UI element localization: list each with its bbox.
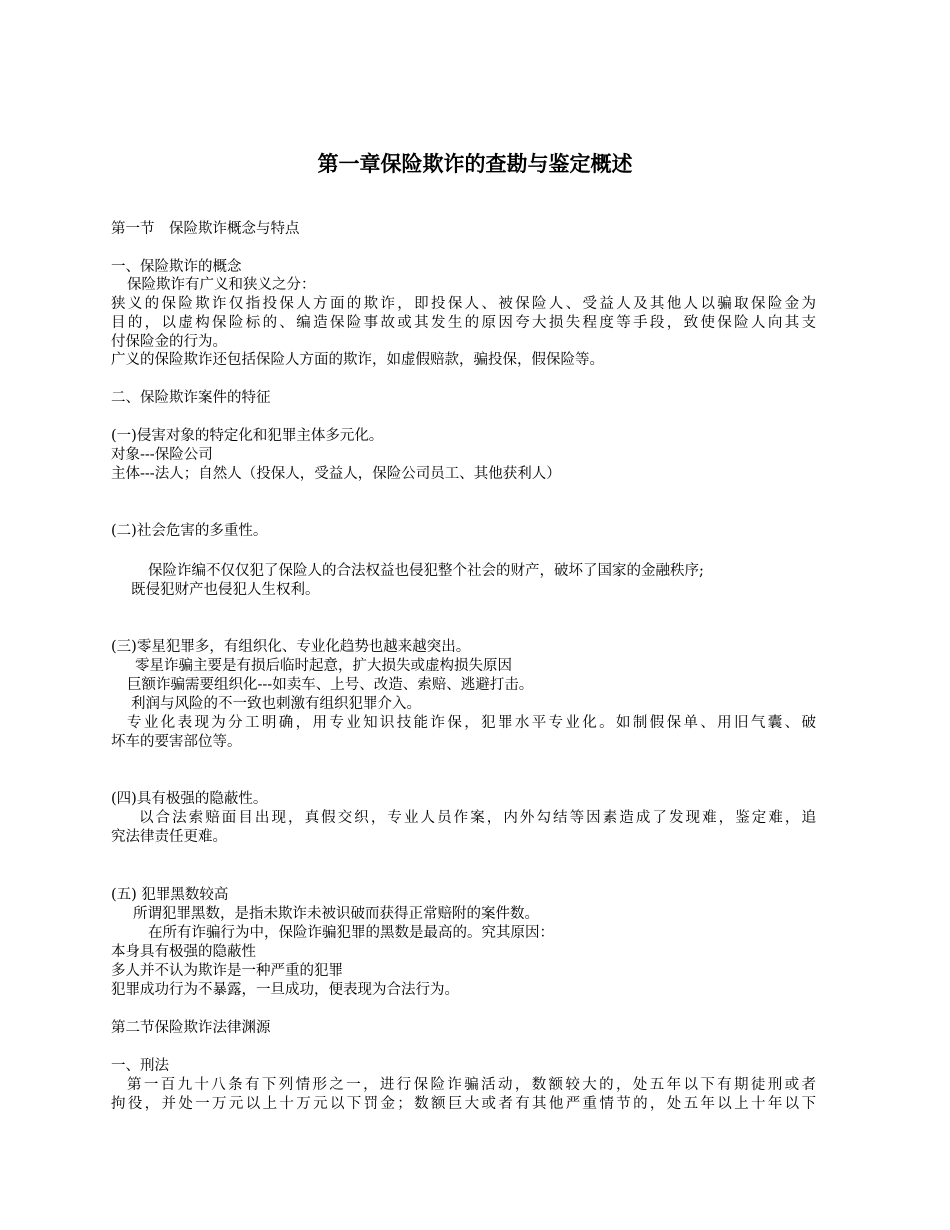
section-heading: 第一节 保险欺诈概念与特点 [111, 221, 300, 237]
paragraph-line: 利润与风险的不一致也刺激有组织犯罪介入。 [131, 696, 421, 712]
chapter-title: 第一章保险欺诈的查勘与鉴定概述 [317, 151, 633, 176]
paragraph-line: 专业化表现为分工明确，用专业知识技能诈保，犯罪水平专业化。如制假保单、用旧气囊、破 [127, 715, 816, 731]
paragraph-line: 主体---法人；自然人（投保人，受益人，保险公司员工、其他获利人） [111, 466, 561, 482]
paragraph-line: 本身具有极强的隐蔽性 [111, 944, 256, 960]
item-heading: (四)具有极强的隐蔽性。 [111, 791, 268, 807]
paragraph-line: 在所有诈骗行为中，保险诈骗犯罪的黑数是最高的。究其原因： [148, 925, 554, 941]
paragraph-line: 第一百九十八条有下列情形之一，进行保险诈骗活动，数额较大的，处五年以下有期徒刑或者 [127, 1077, 816, 1093]
paragraph-line: 零星诈骗主要是有损后临时起意，扩大损失或虚构损失原因 [135, 658, 512, 674]
paragraph-line: 巨额诈骗需要组织化---如卖车、上号、改造、索赔、逃避打击。 [127, 677, 534, 693]
paragraph-line: 对象---保险公司 [111, 447, 213, 463]
subsection-heading: 二、保险欺诈案件的特征 [111, 390, 271, 406]
paragraph-line: 狭义的保险欺诈仅指投保人方面的欺诈，即投保人、被保险人、受益人及其他人以骗取保险金为 [111, 296, 816, 312]
section-heading: 第二节保险欺诈法律渊源 [111, 1020, 271, 1036]
paragraph-line: 既侵犯财产也侵犯人生权利。 [131, 582, 320, 598]
paragraph-line: 保险诈编不仅仅犯了保险人的合法权益也侵犯整个社会的财产，破坏了国家的金融秩序; [148, 563, 704, 579]
paragraph-line: 广义的保险欺诈还包括保险人方面的欺诈，如虚假赔款，骗投保，假保险等。 [111, 352, 604, 368]
item-heading: (五) 犯罪黑数较高 [111, 887, 229, 903]
item-heading: (一)侵害对象的特定化和犯罪主体多元化。 [111, 428, 384, 444]
paragraph-line: 坏车的要害部位等。 [111, 734, 242, 750]
subsection-heading: 一、刑法 [111, 1058, 169, 1074]
paragraph-line: 究法律责任更难。 [111, 829, 227, 845]
paragraph-line: 所谓犯罪黑数，是指未欺诈未被识破而获得正常赔附的案件数。 [133, 906, 539, 922]
item-heading: (三)零星犯罪多，有组织化、专业化趋势也越来越突出。 [111, 639, 471, 655]
paragraph-line: 犯罪成功行为不暴露，一旦成功，便表现为合法行为。 [111, 982, 459, 998]
item-heading: (二)社会危害的多重性。 [111, 523, 268, 539]
paragraph-line: 以合法索赔面目出现，真假交织，专业人员作案，内外勾结等因素造成了发现难，鉴定难，追 [139, 810, 816, 826]
paragraph-line: 拘役，并处一万元以上十万元以下罚金；数额巨大或者有其他严重情节的，处五年以上十年以下 [111, 1096, 816, 1112]
paragraph-line: 保险欺诈有广义和狭义之分： [127, 277, 316, 293]
paragraph-line: 多人并不认为欺诈是一种严重的犯罪 [111, 963, 343, 979]
paragraph-line: 付保险金的行为。 [111, 334, 227, 350]
subsection-heading: 一、保险欺诈的概念 [111, 259, 242, 275]
paragraph-line: 目的，以虚构保险标的、编造保险事故或其发生的原因夸大损失程度等手段，致使保险人向其支 [111, 315, 816, 331]
